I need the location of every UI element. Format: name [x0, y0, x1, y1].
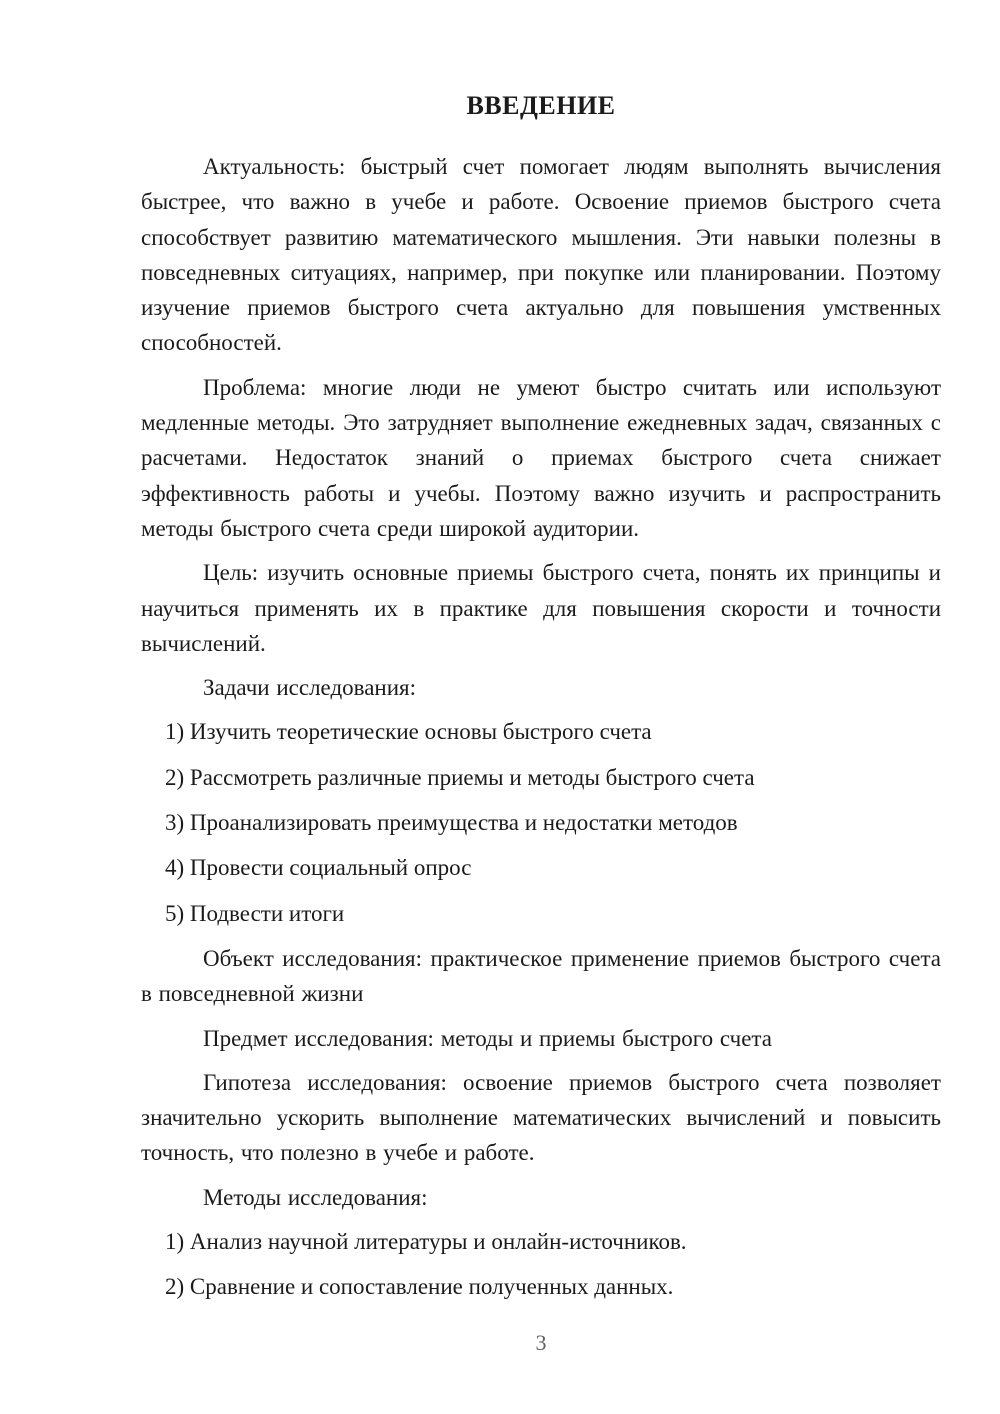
task-item-1: 1) Изучить теоретические основы быстрого счета — [165, 719, 652, 745]
paragraph-goal: Цель: изучить основные приемы быстрого счета, понять их принципы и научиться применять их в практике для повышения скорости и точности вычислений. — [141, 560, 941, 656]
task-item-2: 2) Рассмотреть различные приемы и методы быстрого счета — [165, 764, 755, 790]
methods-heading: Методы исследования: — [203, 1184, 428, 1210]
paragraph-hypothesis: Гипотеза исследования: освоение приемов быстрого счета позволяет значительно ускорить выполнение математических вычислений и повысить точность, что полезно в учебе и работе. — [141, 1069, 941, 1166]
paragraph-subject: Предмет исследования: методы и приемы быстрого счета — [203, 1025, 772, 1051]
page-title: ВВЕДЕНИЕ — [466, 91, 616, 120]
paragraph-problem: Проблема: многие люди не умеют быстро считать или используют медленные методы. Это затрудняет выполнение ежедневных задач, связанных с расчетами. Недостаток знаний о приемах быстрого счета снижает эффективность работы и учебы. Поэтому важно изучить и распространить методы быстрого счета среди широкой аудитории. — [141, 374, 941, 541]
task-item-3: 3) Проанализировать преимущества и недостатки методов — [165, 810, 738, 836]
page-number: 3 — [535, 1330, 547, 1355]
task-item-5: 5) Подвести итоги — [165, 900, 345, 926]
method-item-2: 2) Сравнение и сопоставление полученных данных. — [165, 1274, 674, 1300]
paragraph-object: Объект исследования: практическое применение приемов быстрого счета в повседневной жизни — [141, 945, 941, 1007]
method-item-1: 1) Анализ научной литературы и онлайн-источников. — [165, 1229, 687, 1255]
task-item-4: 4) Провести социальный опрос — [165, 855, 472, 881]
document-content — [141, 88, 941, 1315]
paragraph-actuality: Актуальность: быстрый счет помогает людям выполнять вычисления быстрее, что важно в учебе и работе. Освоение приемов быстрого счета способствует развитию математического мышления. Эти навыки полезны в повседневных ситуациях, например, при покупке или планировании. Поэтому изучение приемов быстрого счета актуально для повышения умственных способностей. — [141, 154, 941, 356]
tasks-heading: Задачи исследования: — [203, 675, 417, 701]
